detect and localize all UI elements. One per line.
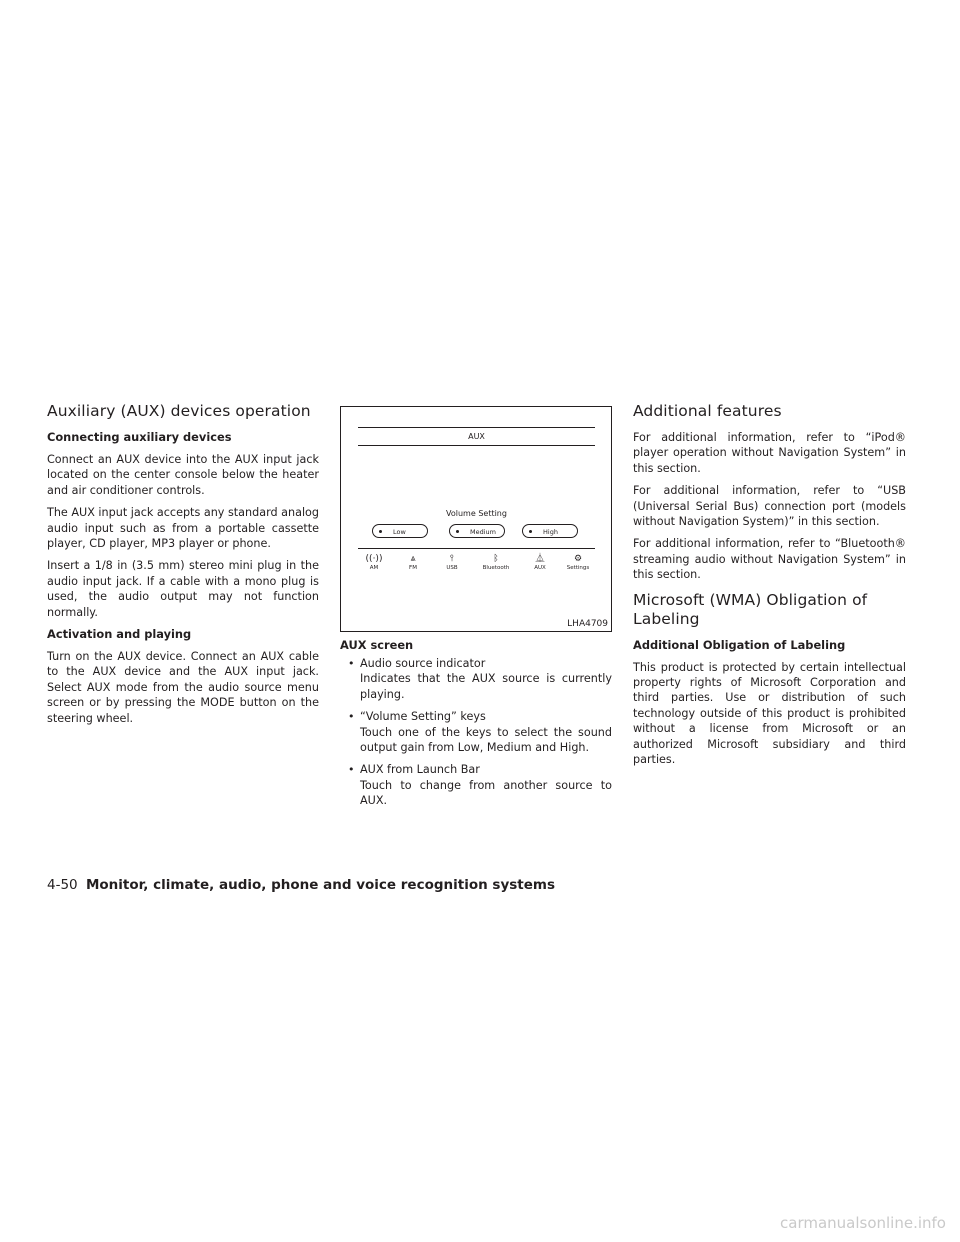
launch-item-fm: ⩓ FM [393,553,433,571]
figure-caption: AUX screen [340,638,414,652]
paragraph: The AUX input jack accepts any standard analog audio input such as from a portable cassette player, CD player, MP3 player or phone. [47,506,319,551]
paragraph: Connect an AUX device into the AUX input jack located on the center console below the heater and air conditioner controls. [47,453,319,497]
bullet-icon: • [348,763,355,777]
bullet-icon: • [348,657,355,670]
volume-key-high: High [522,524,578,538]
launch-bar [358,548,595,581]
launch-item-usb: ⫯ USB [432,553,472,571]
launch-item-am: ((·)) AM [354,553,394,571]
bullet-icon: • [348,710,355,724]
chapter-title: Monitor, climate, audio, phone and voice recognition systems [85,877,556,893]
paragraph: Turn on the AUX device. Connect an AUX cable to the AUX device and the AUX input jack. Select AUX mode from the audio source menu screen or by pressing the MODE button on the steering wheel. [47,650,319,725]
figure-code: LHA4709 [567,619,608,629]
launch-item-bluetooth: ᛒ Bluetooth [476,553,516,571]
section-heading-additional-features: Additional features [633,402,782,420]
bluetooth-icon: ᛒ [493,554,499,564]
subheading-activation: Activation and playing [47,627,192,642]
page-number: 4-50 [47,877,78,893]
usb-icon: ⫯ [450,554,454,564]
list-item: • AUX from Launch Bar Touch to change from another source to AUX. [348,763,612,808]
list-item: • “Volume Setting” keys Touch one of the keys to select the sound output gain from Low, Medium and High. [348,710,612,755]
list-item: • Audio source indicator Indicates that the AUX source is currently playing. [348,657,612,701]
paragraph: For additional information, refer to “Bluetooth® streaming audio without Navigation System” in this section. [633,537,906,582]
audio-source-indicator: AUX [358,427,595,446]
radio-wave-icon: ((·)) [365,554,383,564]
dot-icon [529,530,532,533]
aux-plug-icon: ⏅ [535,554,545,564]
volume-setting-keys [372,524,582,540]
subheading-obligation: Additional Obligation of Labeling [633,637,846,652]
column-right [633,400,906,775]
watermark: carmanualsonline.info [780,1214,946,1232]
volume-key-low: Low [372,524,428,538]
bullet-list [340,656,612,809]
launch-item-aux: ⏅ AUX [520,553,560,571]
section-heading-aux: Auxiliary (AUX) devices operation [47,402,311,420]
paragraph: For additional information, refer to “iPod® player operation without Navigation System” in this section. [633,431,906,475]
antenna-icon: ⩓ [410,554,416,564]
gear-icon: ⚙ [573,554,583,564]
volume-key-medium: Medium [449,524,505,538]
launch-item-settings: ⚙ Settings [558,553,598,571]
subheading-connecting: Connecting auxiliary devices [47,430,232,444]
paragraph: Insert a 1/8 in (3.5 mm) stereo mini plug in the audio input jack. If a cable with a mono plug is used, the audio output may not function normally. [47,559,319,619]
volume-setting-label: Volume Setting [446,509,507,518]
column-left [47,400,319,733]
paragraph: For additional information, refer to “USB (Universal Serial Bus) connection port (models without Navigation System)” in this section. [633,484,906,529]
paragraph: This product is protected by certain intellectual property rights of Microsoft Corporation and third parties. Use or distribution of such technology outside of this product is prohibited without a license from Microsoft or an authorized Microsoft subsidiary and third parties. [633,660,906,767]
dot-icon [456,530,459,533]
aux-screen-illustration [358,427,595,585]
dot-icon [379,530,382,533]
section-heading-microsoft: Microsoft (WMA) Obligation of Labeling [633,590,868,628]
column-middle [340,400,612,816]
page-footer [47,876,555,894]
aux-screen-figure [340,406,612,632]
